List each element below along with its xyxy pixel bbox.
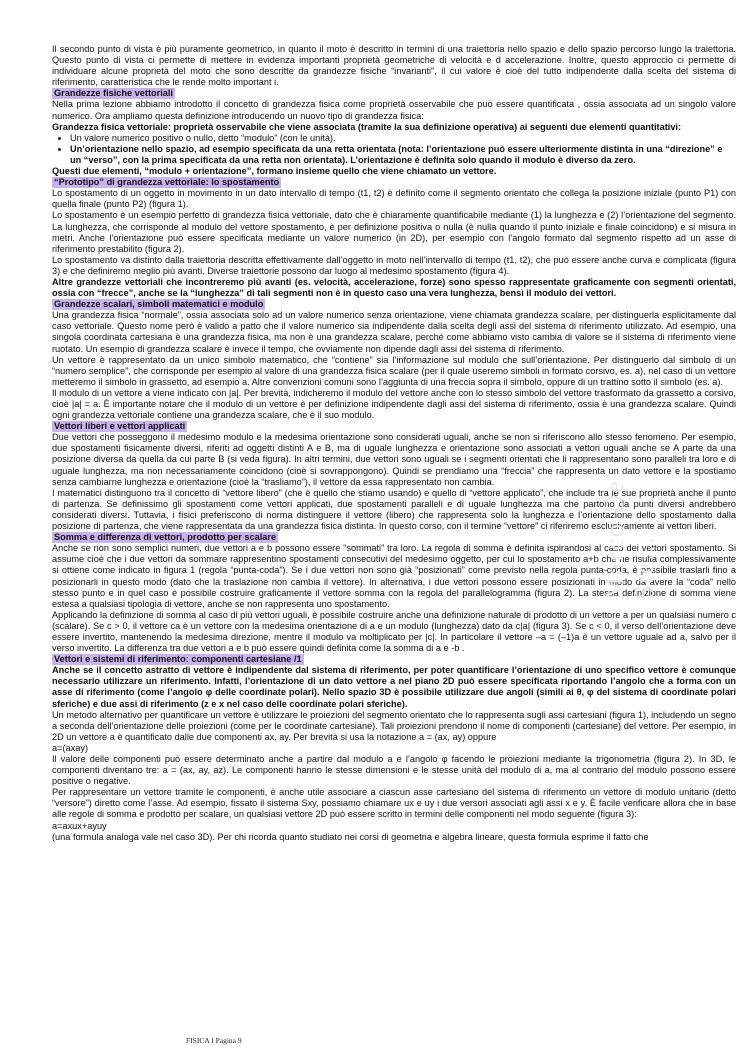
watermark: Marco De Ste... xyxy=(600,479,659,600)
paragraph: Questi due elementi, “modulo + orientazione”, formano insieme quello che viene chiamato un vettore. xyxy=(52,166,497,177)
paragraph: Altre grandezze vettoriali che incontreremo più avanti (es. velocità, accelerazione, forze) sono spesso rappresentate graficamente con segmenti orientati, ossia con “frecce”, anche se la “lunghezza” di tali segmenti non è in questo caso una vera lunghezza, bensì il modulo dei vettori. xyxy=(52,276,736,299)
paragraph: Lo spostamento è un esempio perfetto di grandezza fisica vettoriale, dato che è chiaramente quantificabile mediante (1) la lunghezza e (2) l’orientazione del segmento. La lunghezza, che corrisponde al modulo del vettore spostamento, è per definizione positiva o nulla (è nulla quando il punto iniziale e finale coincidono) e si misura in metri. Anche l’orientazione può essere specificata mediante un valore numerico (in 2D), per esempio con l’angolo formato dal segmento rispetto ad un asse di riferimento prestabilito (figura 2). xyxy=(52,210,736,254)
paragraph: Anche se il concetto astratto di vettore è indipendente dal sistema di riferimento, per poter quantificare l’orientazione di uno specifico vettore è comunque necessario utilizzare un riferimento. Infatti, l’orientazione di un dato vettore a nel piano 2D può essere specificata riportando l’angolo che a forma con un asse di riferimento (come l’angolo φ delle coordinate polari). Nello spazio 3D è possibile utilizzare due angoli (simili ai θ, φ del sistema di coordinate polari sferiche) e due assi di riferimento (z e x nel caso delle coordinate polari sferiche). xyxy=(52,665,736,709)
paragraph: Anche se non sono semplici numeri, due vettori a e b possono essere “sommati” tra loro. La regola di somma è definita ispirandosi al caso dei vettori spostamento. Si assume cioè che i due vettori da sommare rappresentino spostamenti consecutivi del medesimo oggetto, per cui lo spostamento a+b che ne risulta complessivamente si ottiene come indicato in figura 1 (regola “punta-coda”). Se i due vettori non sono già “posizionati” come previsto nella regola punta-coda, è possibile traslarli fino a posizionarli in questo modo (dato che la traslazione non cambia il vettore). In alternativa, i due vettori possono essere posizionati in modo da avere la “coda” nello stesso punto e in quel caso è possibile costruire graficamente il vettore somma con la regola del parallelogramma (figura 2). La stessa definizione di somma viene estesa a qualsiasi tipologia di vettore, anche se non rappresenta uno spostamento. xyxy=(52,543,736,609)
section-heading: Grandezze fisiche vettoriali xyxy=(54,88,173,99)
paragraph: Un metodo alternativo per quantificare un vettore è utilizzare le proiezioni del segmento orientato che lo rappresenta sugli assi cartesiani (figura 1), includendo un segno a seconda dell’orientazione delle proiezioni (come per le coordinate cartesiane). Tali proiezioni prendono il nome di componenti (cartesiane) del vettore. Per esempio, in 2D un vettore a è quantificato dalle due componenti ax, ay. Per brevità si usa la notazione a = (ax, ay) oppure xyxy=(52,709,736,742)
paragraph: Il modulo di un vettore a viene indicato con |a|. Per brevità, indicheremo il modulo del vettore anche con lo stesso simbolo del vettore trasformato da grassetto a corsivo, cioè |a| = a. È importante notare che il modulo di un vettore è per definizione indipendente dagli assi del sistema di riferimento, ossia è una grandezza scalare. Quindi ogni grandezza vettoriale contiene una grandezza scalare, che è il suo modulo. xyxy=(52,387,736,421)
definition: Grandezza fisica vettoriale: proprietà osservabile che viene associata (tramite la sua definizione operativa) ai seguenti due elementi quantitativi: xyxy=(52,121,682,132)
paragraph: Il secondo punto di vista è più puramente geometrico, in quanto il moto è descritto in termini di una traiettoria nello spazio e dello spazio percorso lungo la traiettoria. Questo punto di vista ci permette di mettere in evidenza importanti proprietà geometriche di velocità e d accelerazione. Inoltre, questo approccio ci permette di individuare alcune proprietà del moto che sono descritte da grandezze fisiche “invarianti”, il cui valore è cioè del tutto indipendente dalla scelta del sistema di riferimento, caratteristica che le rende molto important i. xyxy=(52,44,736,88)
page-footer: FISICA I Pagina 9 xyxy=(186,1036,242,1045)
section-heading: Vettori e sistemi di riferimento: componenti cartesiane /1 xyxy=(54,654,302,665)
section-heading: Grandezze scalari, simboli matematici e modulo xyxy=(54,299,264,310)
section-heading: Somma e differenza di vettori, prodotto per scalare xyxy=(54,532,277,543)
section-heading: Vettori liberi e vettori applicati xyxy=(54,421,186,432)
section-heading: “Prototipo” di grandezza vettoriale: lo spostamento xyxy=(54,177,280,188)
paragraph: Lo spostamento di un oggetto in movimento in un dato intervallo di tempo (t1, t2) è definito come il segmento orientato che collega la posizione iniziale (punto P1) con quella finale (punto P2) (figura 1). xyxy=(52,188,736,210)
formula: a=(axay) xyxy=(52,742,89,753)
list-item: • Un valore numerico positivo o nullo, detto “modulo” (con le unità). xyxy=(70,133,736,144)
paragraph: Una grandezza fisica “normale”, ossia associata solo ad un valore numerico senza orientazione, viene chiamata grandezza scalare, per distinguerla esplicitamente dal caso vettoriale. Questo nome però è valido a patto che il valore numerico sia indipendente dalla scelta degli assi del sistema di riferimento utilizzato. Ad esempio, una singola coordinata cartesiana è una grandezza fisica, ma non è una grandezza scalare, perché come abbiamo visto cambia di valore se il sistema di riferimento viene ruotato. Un esempio di grandezza scalare è invece il tempo, che ovviamente non dipende dagli assi del sistema di riferimento. xyxy=(52,310,736,354)
list-item: • Un’orientazione nello spazio, ad esempio specificata da una retta orientata (nota: l’orientazione può essere ulteriormente distinta in una “direzione” e un “verso”, con la prima specificata da una retta non orientata). L’orientazione è definita solo quando il modulo è diverso da zero. xyxy=(70,144,736,166)
formula: a=axux+ayuy xyxy=(52,820,107,831)
paragraph: Nella prima lezione abbiamo introdotto il concetto di grandezza fisica come proprietà osservabile che può essere quantificata , ossia associata ad un singolo valore numerico. Ora ampliamo questa definizione introducendo un nuovo tipo di grandezza fisica: xyxy=(52,99,736,121)
paragraph: Il valore delle componenti può essere determinato anche a partire dal modulo a e l’angolo φ facendo le proiezioni mediante la trigonometria (figura 2). In 3D, le componenti diventano tre: a = (ax, ay, az). Le componenti hanno le stesse dimensioni e le stesse unità del modulo di a, ma al contrario del modulo possono essere positive o negative. xyxy=(52,754,736,787)
paragraph: Un vettore è rappresentato da un unico simbolo matematico, che “contiene” sia l’informazione sul modulo che sull’orientazione. Per distinguerlo dal simbolo di un “numero semplice”, che corrisponde per esempio al valore di una grandezza fisica scalare (per il quale useremo simboli in formato corsivo, es. a), nel caso di un vettore metteremo il simbolo in grassetto, ad esempio a. Altre convenzioni comuni sono l’aggiunta di una freccia sopra il simbolo, oppure di un trattino sotto il simbolo (es. a). xyxy=(52,354,736,387)
paragraph: Lo spostamento va distinto dalla traiettoria descritta effettivamente dall’oggetto in moto nell’intervallo di tempo (t1, t2), che può essere anche curva e complicata (figura 3) e che definiremo meglio più avanti. Diverse traiettorie possono dar luogo al medesimo spostamento (figura 4). xyxy=(52,254,736,276)
paragraph: Applicando la definizione di somma al caso di più vettori uguali, è possibile costruire anche una definizione naturale di prodotto di un vettore a per un qualsiasi numero c (scalare). Se c > 0, il vettore ca è un vettore con la medesima orientazione di a e un modulo (lunghezza) dato da c|a| (figura 3). Se c < 0, il verso dell’orientazione deve essere invertito, mantenendo la medesima direzione, mentre il modulo va moltiplicato per |c|. In particolare il vettore –a = (–1)a è un vettore uguale ad a, salvo per il verso invertito. La differenza tra due vettori a e b può essere quindi definita come la somma di a e -b . xyxy=(52,609,736,654)
paragraph: (una formula analoga vale nel caso 3D). Per chi ricorda quanto studiato nei corsi di geometria e algebra lineare, questa formula esprime il fatto che xyxy=(52,831,649,842)
paragraph: I matematici distinguono tra il concetto di “vettore libero” (che è quello che stiamo usando) e quello di “vettore applicato”, che include tra le sue proprietà anche il punto di partenza. Se definissimo gli spostamenti come vettori applicati, due spostamenti paralleli e di uguale lunghezza ma che partono da punti diversi andrebbero considerati diversi. Tuttavia, i fisici preferiscono di norma distinguere il vettore (libero) che rappresenta solo la lunghezza e l’orientazione dello spostamento dalla posizione di partenza, che viene rappresentata da una grandezza fisica distinta. In questo corso, con il termine “vettore” ci riferiremo esclusivamente ai vettori liberi. xyxy=(52,487,736,532)
paragraph: Per rappresentare un vettore tramite le componenti, è anche utile associare a ciascun asse cartesiano del sistema di riferimento un vettore di modulo unitario (detto “versore”) diretto come l’asse. Ad esempio, fissato il sistema Sxy, possiamo chiamare ux e uy i due versori associati agli assi x e y. È facile verificare allora che in base alle regole di somma e prodotto per scalare, un qualsiasi vettore 2D può essere scritto in termini delle componenti nel modo seguente (figura 3): xyxy=(52,787,736,820)
document-body xyxy=(52,44,736,843)
bullet-list xyxy=(52,133,736,166)
paragraph: Due vettori che posseggono il medesimo modulo e la medesima orientazione sono considerati uguali, anche se non si riferiscono allo stesso fenomeno. Per esempio, due spostamenti fisicamente diversi, riferiti ad oggetti distinti A e B, ma di uguale lunghezza e orientazione sono associati a vettori uguali anche se A parte da una posizione diversa da quella da cui parte B (si veda figura). In altri termini, due vettori sono uguali se i segmenti orientati che li rappresentano sono paralleli tra loro e di uguale lunghezza, ma non necessariamente coincidono (cioè si sovrappongono). Quindi se prendiamo una “freccia” che rappresenta un dato vettore e la spostiamo senza cambiarne lunghezza e orientazione (cioè la “trasliamo”), il vettore da essa rappresentato non cambia. xyxy=(52,432,736,487)
